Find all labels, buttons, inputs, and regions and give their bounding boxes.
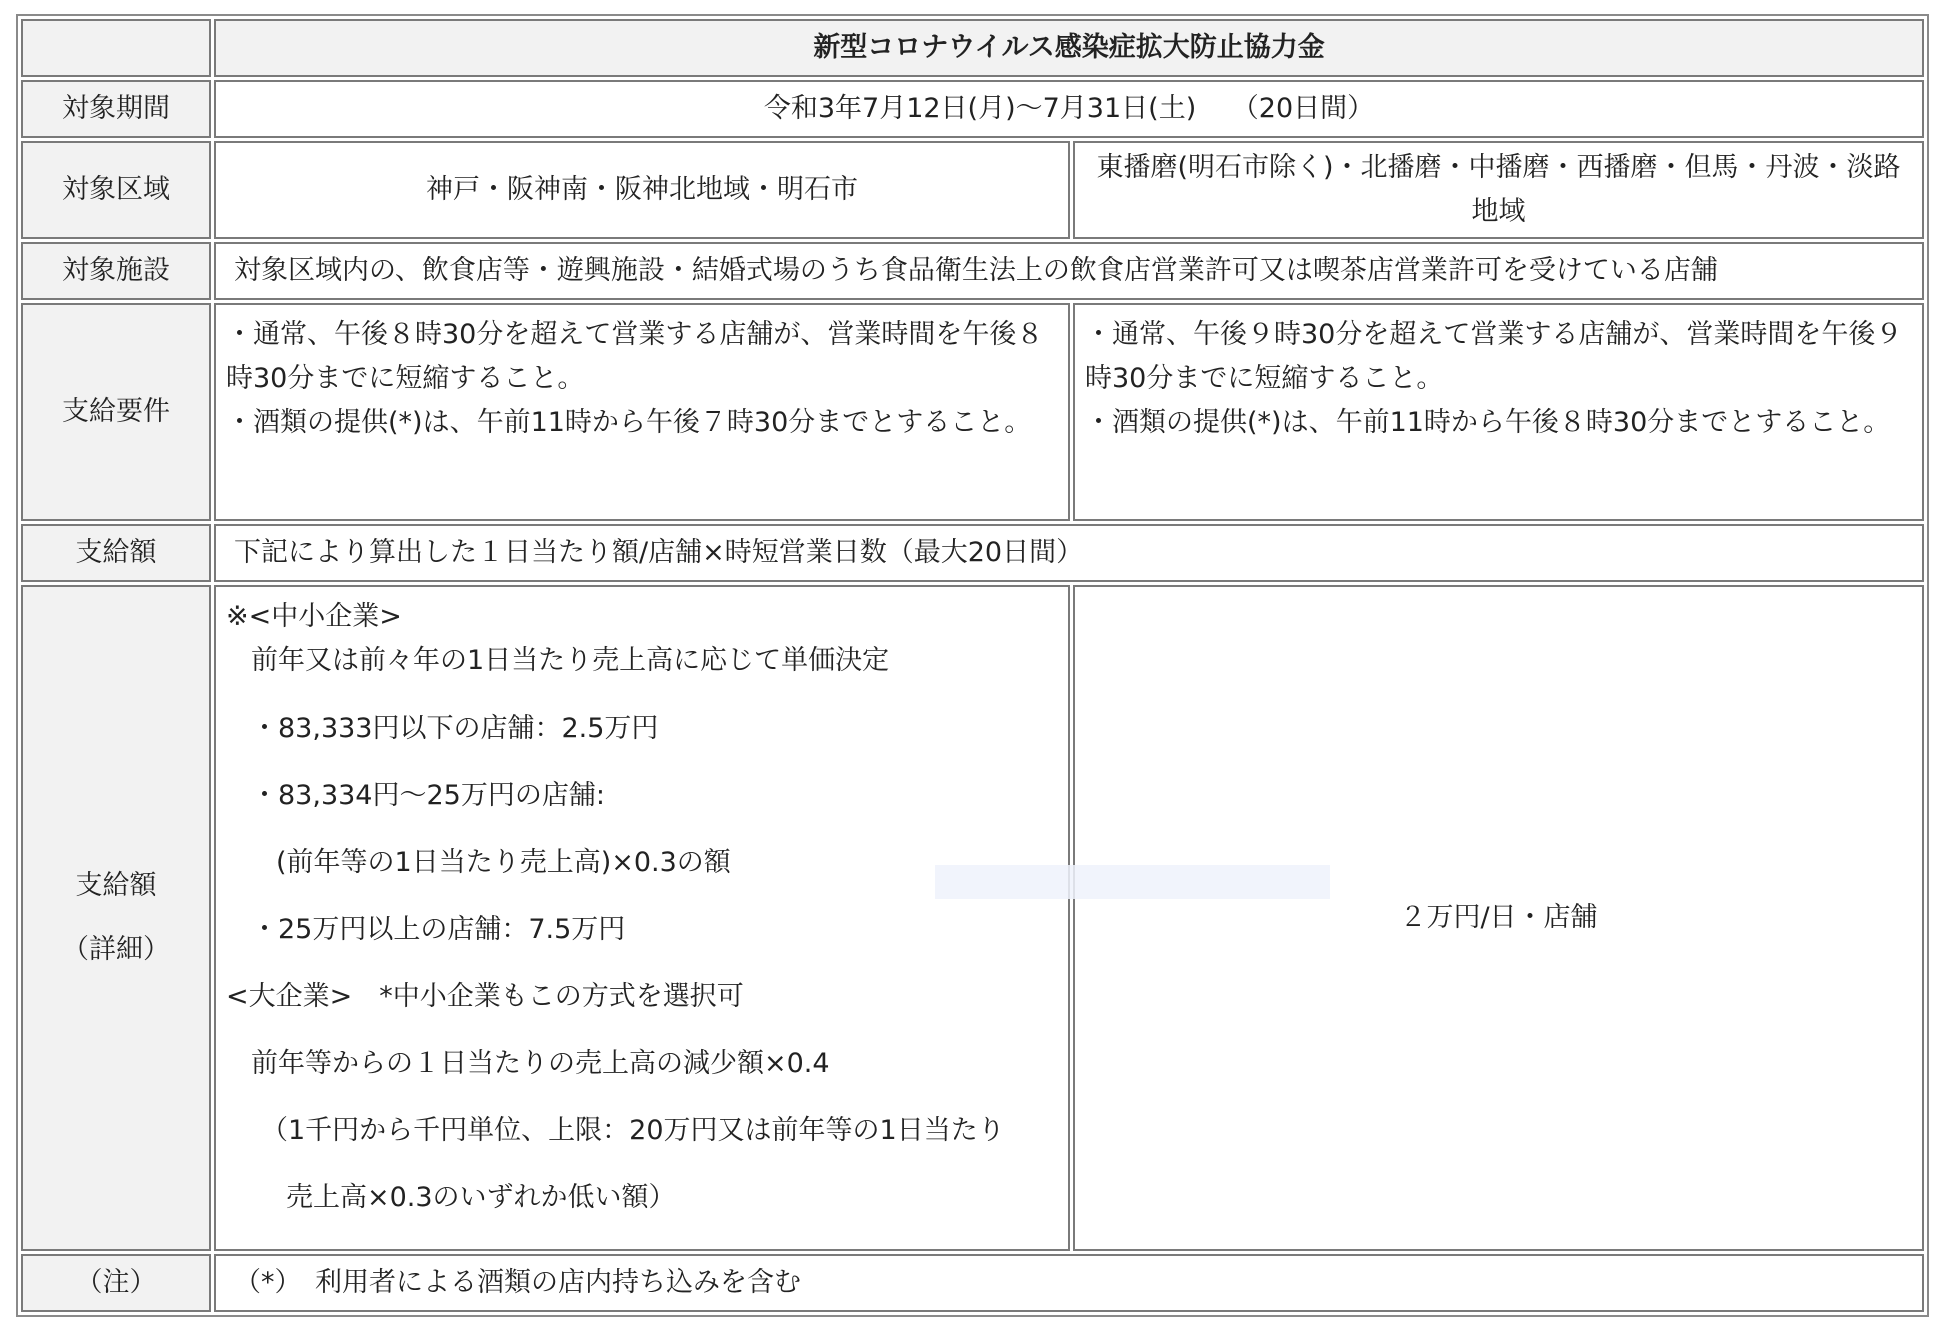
detail-label-line2: （詳細）: [62, 934, 170, 965]
period-label: 対象期間: [21, 80, 211, 138]
subsidy-table: [16, 14, 1929, 1317]
table-row: [21, 80, 1924, 138]
subsidy-table-container: [16, 14, 1929, 1317]
note-value: （*） 利用者による酒類の店内持ち込みを含む: [214, 1254, 1924, 1312]
requirement-col1-line: ・通常、午後８時30分を超えて営業する店舗が、営業時間を午後８時30分までに短縮すること。: [226, 319, 1044, 394]
detail-line: ・25万円以上の店舗：7.5万円: [251, 914, 626, 945]
detail-col1: [214, 585, 1070, 1251]
detail-line: ・83,333円以下の店舗：2.5万円: [251, 713, 659, 744]
requirement-col1: [214, 303, 1070, 521]
table-title: 新型コロナウイルス感染症拡大防止協力金: [214, 19, 1924, 77]
requirement-col2-line: ・通常、午後９時30分を超えて営業する店舗が、営業時間を午後９時30分までに短縮すること。: [1085, 319, 1903, 394]
facility-value: 対象区域内の、飲食店等・遊興施設・結婚式場のうち食品衛生法上の飲食店営業許可又は喫茶店営業許可を受けている店舗: [214, 242, 1924, 300]
amount-value: 下記により算出した１日当たり額/店舗×時短営業日数（最大20日間）: [214, 524, 1924, 582]
table-row: [21, 19, 1924, 77]
detail-line: ・83,334円～25万円の店舗:: [251, 780, 605, 811]
table-row: [21, 242, 1924, 300]
table-row: [21, 524, 1924, 582]
detail-col2: ２万円/日・店舗: [1073, 585, 1924, 1251]
detail-label-line1: 支給額: [75, 870, 157, 901]
detail-line: 売上高×0.3のいずれか低い額）: [286, 1182, 676, 1213]
detail-line: ※<中小企業>: [226, 601, 402, 632]
detail-line: 前年等からの１日当たりの売上高の減少額×0.4: [251, 1048, 830, 1079]
requirement-col2-line: ・酒類の提供(*)は、午前11時から午後８時30分までとすること。: [1085, 407, 1891, 438]
detail-line: <大企業> *中小企業もこの方式を選択可: [226, 981, 744, 1012]
area-col1: 神戸・阪神南・阪神北地域・明石市: [214, 141, 1070, 239]
table-row: [21, 585, 1924, 1251]
area-label: 対象区域: [21, 141, 211, 239]
facility-label: 対象施設: [21, 242, 211, 300]
table-row: [21, 141, 1924, 239]
table-row: [21, 303, 1924, 521]
requirement-col2: [1073, 303, 1924, 521]
detail-line: （1千円から千円単位、上限：20万円又は前年等の1日当たり: [261, 1115, 1005, 1146]
requirement-col1-line: ・酒類の提供(*)は、午前11時から午後７時30分までとすること。: [226, 407, 1032, 438]
table-row: [21, 1254, 1924, 1312]
period-value: 令和3年7月12日(月)～7月31日(土) （20日間）: [214, 80, 1924, 138]
selection-overlay: [935, 865, 1330, 899]
blank-corner-cell: [21, 19, 211, 77]
detail-label: [21, 585, 211, 1251]
detail-line: 前年又は前々年の1日当たり売上高に応じて単価決定: [251, 645, 890, 676]
area-col2: 東播磨(明石市除く)・北播磨・中播磨・西播磨・但馬・丹波・淡路地域: [1073, 141, 1924, 239]
detail-line: (前年等の1日当たり売上高)×0.3の額: [276, 847, 731, 878]
note-label: （注）: [21, 1254, 211, 1312]
requirement-label: 支給要件: [21, 303, 211, 521]
amount-label: 支給額: [21, 524, 211, 582]
